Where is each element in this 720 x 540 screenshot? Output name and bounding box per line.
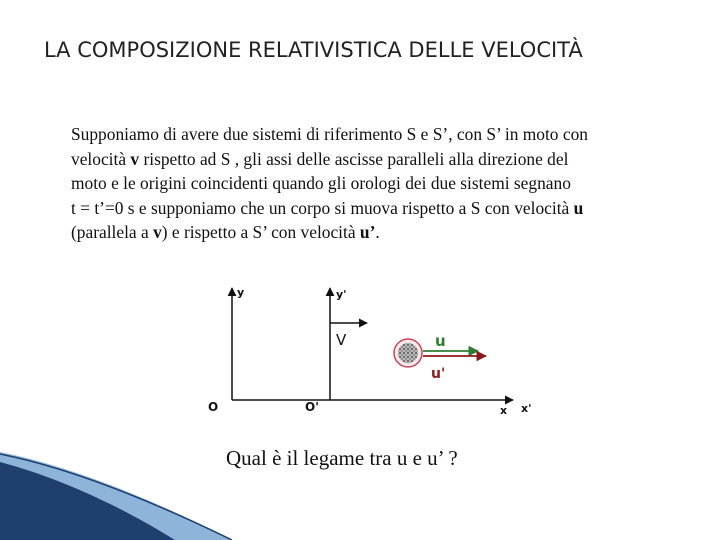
- paragraph-line-3: moto e le origini coincidenti quando gli orologi dei due sistemi segnano: [71, 173, 571, 193]
- paragraph-text: rispetto ad S , gli assi delle ascisse paralleli alla direzione del: [139, 148, 569, 169]
- o-prime-label: O': [305, 400, 319, 414]
- paragraph-text: .: [375, 222, 380, 242]
- paragraph-line-5: [71, 220, 681, 245]
- velocity-u-symbol: u: [573, 197, 584, 218]
- velocity-v-symbol: v: [130, 148, 140, 169]
- body-paragraph: [71, 122, 681, 245]
- u-prime-label: u': [431, 366, 446, 382]
- u-label: u: [435, 332, 446, 350]
- corner-decoration: [0, 440, 240, 540]
- paragraph-line-2: [71, 147, 681, 172]
- velocity-u-prime-symbol: u’: [359, 222, 376, 242]
- x-label: x: [500, 404, 508, 417]
- velocity-v-symbol: v: [153, 222, 162, 242]
- paragraph-text: ) e rispetto a S’ con velocità: [161, 222, 360, 242]
- o-label: O: [208, 400, 219, 414]
- y-prime-label: y': [336, 288, 347, 301]
- paragraph-text: velocità: [71, 148, 131, 169]
- paragraph-text: (parallela a: [71, 222, 154, 242]
- paragraph-text: t = t’=0 s e supponiamo che un corpo si muova rispetto a S con velocità: [71, 197, 574, 218]
- y-label: y: [237, 286, 245, 299]
- paragraph-line-4: [71, 196, 681, 221]
- slide-title: LA COMPOSIZIONE RELATIVISTICA DELLE VELOCITÀ: [44, 38, 583, 62]
- reference-frames-diagram: [195, 280, 545, 420]
- moving-body-texture: [398, 343, 418, 363]
- v-label: V: [336, 331, 347, 349]
- x-prime-label: x': [521, 402, 532, 415]
- question-text: Qual è il legame tra u e u’ ?: [226, 446, 458, 470]
- paragraph-line-1: Supponiamo di avere due sistemi di riferimento S e S’, con S’ in moto con: [71, 124, 588, 144]
